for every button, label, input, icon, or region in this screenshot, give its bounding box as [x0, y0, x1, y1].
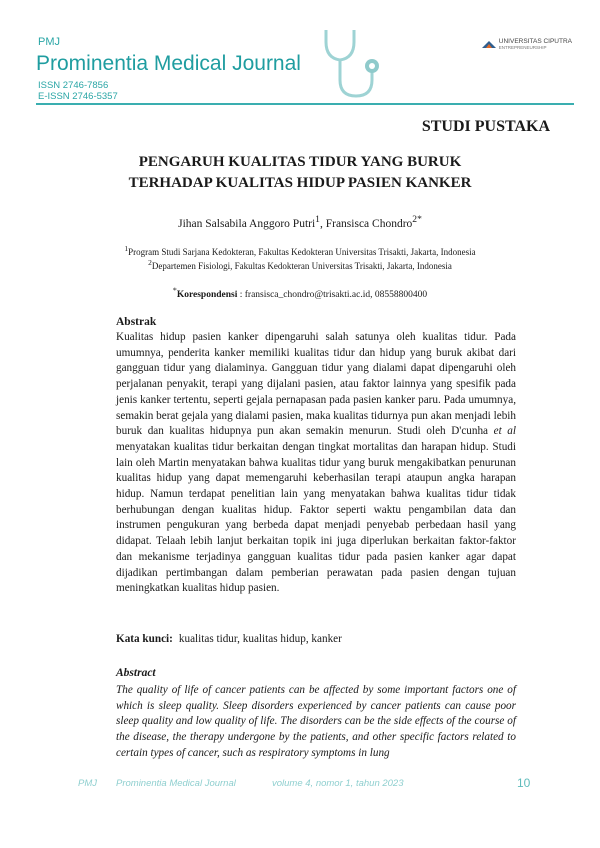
correspondence-sup: * — [172, 286, 177, 295]
title-line-1: PENGARUH KUALITAS TIDUR YANG BURUK — [138, 154, 462, 170]
author-2: Fransisca Chondro — [325, 217, 413, 230]
affiliation-2-sup: 2 — [148, 258, 152, 267]
affiliation-1 — [0, 244, 600, 257]
affiliation-2 — [0, 258, 600, 271]
journal-name: Prominentia Medical Journal — [36, 52, 301, 75]
author-1: Jihan Salsabila Anggoro Putri — [178, 217, 316, 230]
stethoscope-icon — [318, 28, 388, 106]
keywords-label: Kata kunci: — [116, 633, 173, 645]
abstract-heading: Abstract — [116, 667, 156, 679]
abstrak-body — [116, 330, 516, 597]
issn: ISSN 2746-7856 — [38, 80, 109, 91]
university-sub: ENTREPRENEURSHIP — [498, 45, 547, 50]
correspondence — [0, 286, 600, 300]
abstrak-etal: et al — [493, 425, 516, 438]
footer-issue: volume 4, nomor 1, tahun 2023 — [272, 778, 404, 789]
author-1-sup: 1 — [315, 214, 320, 225]
author-separator: , — [319, 217, 326, 230]
university-logo — [482, 38, 572, 50]
footer-journal-name: Prominentia Medical Journal — [116, 778, 236, 789]
abstract-body: The quality of life of cancer patients can be affected by some important factors one of which is sleep quality. Sleep disorders experienced by cancer patients can cause poor sleep quality and low quality of life. The disorders can be the side effects of the course of the disease, the therapy undergone by the patients, and other specific factors related to certain types of cancer, such as respiratory symptoms in lung — [116, 684, 516, 759]
title-line-2: TERHADAP KUALITAS HIDUP PASIEN KANKER — [128, 175, 472, 191]
header-divider — [36, 103, 574, 105]
keywords-text: kualitas tidur, kualitas hidup, kanker — [178, 633, 342, 645]
university-name: UNIVERSITAS CIPUTRA — [498, 38, 572, 45]
journal-short-name: PMJ — [38, 36, 60, 48]
correspondence-text: : fransisca_chondro@trisakti.ac.id, 08558800400 — [237, 290, 428, 301]
keywords — [116, 633, 342, 645]
affiliation-2-text: Departemen Fisiologi, Fakultas Kedokteran Universitas Trisakti, Jakarta, Indonesia — [151, 261, 452, 271]
author-2-sup: 2* — [412, 214, 422, 225]
eissn: E-ISSN 2746-5357 — [38, 91, 118, 102]
page-number: 10 — [517, 776, 531, 790]
correspondence-label: Korespondensi — [176, 290, 238, 301]
abstrak-part-2: menyatakan kualitas tidur berkaitan dengan tingkat mortalitas dan harapan hidup. Studi lain oleh Martin menyatakan bahwa kualitas tidur yang buruk mengakibatkan penurunan kualitas hidup yang dapat memengaruhi keberhasilan terapi ataupun angka harapan hidup. Namun terdapat penelitian lain yang menyatakan bahwa kualitas tidur tidak berhubungan dengan kualitas hidup. Faktor seperti waktu pengambilan data dan instrumen pengukuran yang berbeda dapat menjadi penyebab perbedaan hasil yang didapat. Telaah lebih lanjut berkaitan topik ini juga diperlukan berkaitan faktor-faktor dan mekanisme terjadinya gangguan kualitas tidur pada pasien kanker agar dapat dijadikan pertimbangan dalam pemberian perawatan pada pasien dengan tujuan meningkatkan kualitas hidup pasien. — [116, 440, 516, 595]
authors — [0, 214, 600, 230]
article-title — [0, 152, 600, 194]
affiliation-1-sup: 1 — [124, 244, 129, 253]
footer-journal-short: PMJ — [78, 778, 97, 789]
abstrak-heading: Abstrak — [116, 316, 157, 328]
abstrak-part-1: Kualitas hidup pasien kanker dipengaruhi salah satunya oleh kualitas tidur. Pada umumnya, penderita kanker memiliki kualitas tidur dan hidup yang buruk akibat dari gangguan tidur yang dialaminya. Gangguan tidur yang dialami dapat dipengaruhi oleh perjalanan penyakit, terapi yang dijalani pasien, atau faktor lainnya yang spesifik pada jenis kanker tertentu, seperti gejala pernapasan pada pasien kanker paru. Pada umumnya, semakin berat gejala yang dialami pasien, maka kualitas tidurnya pun akan menjadi lebih buruk dan kualitas hidupnya pun akan semakin menurun. Studi oleh D'cunha — [116, 331, 516, 438]
section-label: STUDI PUSTAKA — [421, 118, 550, 135]
university-mark-icon — [482, 40, 496, 49]
affiliation-1-text: Program Studi Sarjana Kedokteran, Fakultas Kedokteran Universitas Trisakti, Jakarta, Indonesia — [128, 247, 476, 257]
